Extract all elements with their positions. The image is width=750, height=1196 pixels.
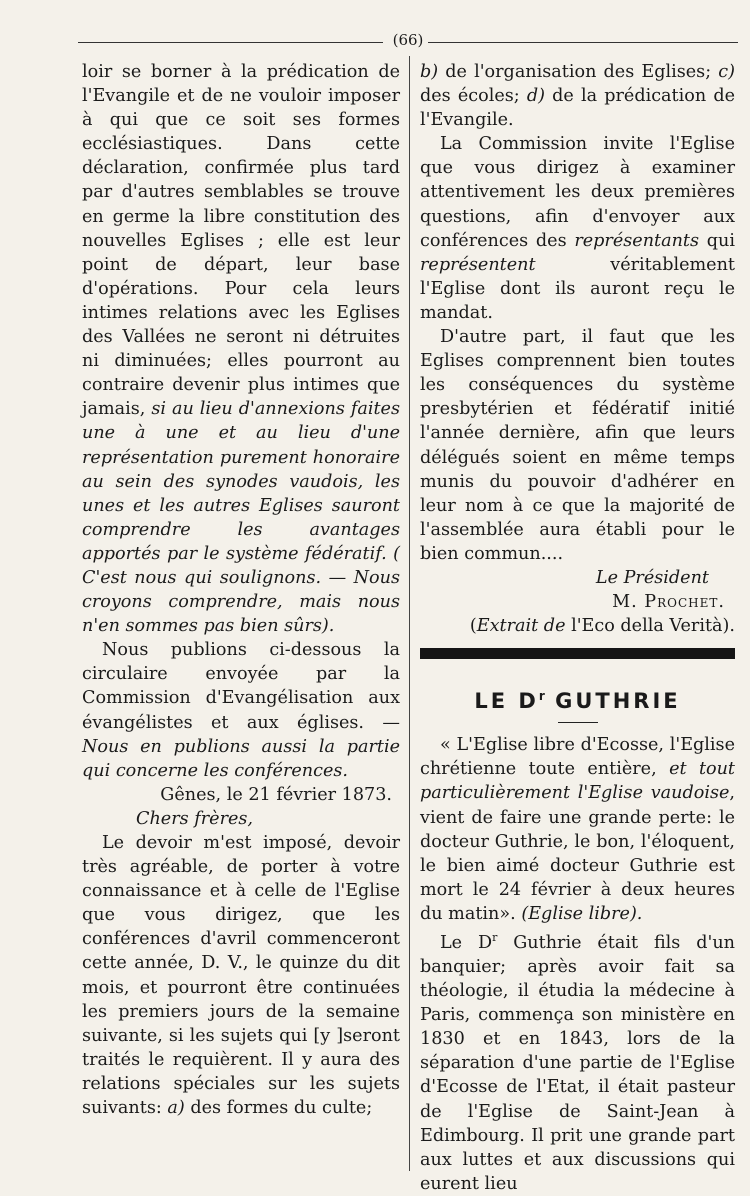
heading-prefix: LE D [474,689,539,714]
quote-italic-2: (Eglise libre). [521,903,643,924]
heading-name: GUTHRIE [544,689,681,714]
left-p3-text-2: des formes du culte; [184,1098,373,1119]
right-paragraph-5 [420,926,735,1196]
left-p2-italic: Nous en publions aussi la partie qui concerne les conférences. [82,736,400,781]
right-p1-text-3: de la prédication de l'Evangile. [420,86,735,131]
left-p1-italic: si au lieu d'annexions faites une à une et au lieu d'une représentation purement honoraire au sein des synodes vaudois, les unes et les autres Eglises sauront comprendre les avantages apportés par le système fédératif. ( C'est nous qui soulignons. — Nous croyons comprendre, mais nous n'en sommes pas bien sûrs). [82,399,400,637]
page-number: (66) [392,31,424,49]
quote-italic-1: et tout particulièrement l'Eglise vaudoise [420,759,736,804]
right-p1-italic-b: b) [420,62,439,82]
right-paragraph-3: D'autre part, il faut que les Eglises comprennent bien toutes les conséquences du système presbytérien et fédératif initié l'année dernière, afin que leurs délégués soient en même temps munis du pouvoir d'adhérer en leur nom à ce que la majorité de l'assemblée aura établi pour le bien commun.... [420,327,735,564]
left-paragraph-1 [82,60,400,638]
right-p1-text-2: des écoles; [420,86,527,107]
page-header [78,30,738,54]
left-p3-italic-a: a) [167,1098,185,1119]
header-rule-left [78,42,383,43]
p5-prefix: Le D [440,932,493,953]
right-p1-text-1: de l'organisation des Eglises; [438,62,719,82]
section-separator-bar [420,648,735,659]
left-p2-text: Nous publions ci-dessous la circulaire envoyée par la Commission d'Evangélisation aux évangélistes et aux églises. — [82,640,400,733]
right-paragraph-4 [420,733,735,926]
quote-text-2: , vient de faire une grande perte: le docteur Guthrie, le bon, l'éloquent, le bien aimé docteur Guthrie est mort le 24 février à deux heures du matin». [420,783,735,924]
left-paragraph-2 [82,638,400,783]
left-p1-text: loir se borner à la prédication de l'Evangile et de ne vouloir imposer à qui que ce soit ses formes ecclésiastiques. Dans cette déclaration, confirmée plus tard par d'autres semblables se trouve en germe la libre constitution des nouvelles Eglises ; elle est leur point de départ, leur base d'opérations. Pour cela leurs intimes relations avec les Eglises des Vallées ne seront ni détruites ni diminuées; elles pourront au contraire devenir plus intimes que jamais, [82,62,400,420]
citation-close: ). [722,616,735,637]
right-p2-italic-2: représentent [420,254,536,275]
article-heading [420,683,735,714]
source-citation [420,614,735,638]
p5-sup: r [492,931,498,944]
letter-dateline: Gênes, le 21 février 1873. [160,784,392,805]
citation-source: l'Eco della Verità [565,616,723,637]
heading-sup: r [538,689,545,704]
quote-text-1: « L'Eglise libre d'Ecosse, l'Eglise chrétienne toute entière, [420,735,735,780]
left-p3-text-1: Le devoir m'est imposé, devoir très agréable, de porter à votre connaissance et à celle de l'Eglise que vous dirigez, que les conférences d'avril commenceront cette année, D. V., le quinze du dit mois, et pourront être continuées les premiers jours de la semaine suivante, si les sujets qui [y ]seront traités le requièrent. Il y aura des relations spéciales sur les sujets suivants: [82,833,400,1119]
right-p2-text-2: qui [699,230,735,251]
right-p2-text-1: La Commission invite l'Eglise que vous dirigez à examiner attentivement les deux premières questions, afin d'envoyer aux conférences des [420,134,735,251]
citation-open: ( [469,616,477,637]
right-paragraph-2 [420,132,735,325]
signature-name: M. Prochet. [612,592,725,613]
right-p2-italic-1: représentants [574,230,700,251]
right-paragraph-1 [420,60,735,132]
header-rule-right [428,42,738,43]
left-column [82,60,400,1120]
left-paragraph-3 [82,831,400,1120]
citation-italic: Extrait de [476,616,566,637]
signature-title: Le Président [595,567,709,588]
right-p2-text-3: véritablement l'Eglise dont ils auront reçu le mandat. [420,254,735,323]
letter-salutation: Chers frères, [136,808,254,829]
heading-underline [558,722,598,723]
right-column [420,60,735,1196]
column-divider [409,56,410,1171]
right-p1-italic-d: d) [526,86,545,107]
right-p1-italic-c: c) [718,62,735,82]
p5-text: Guthrie était fils d'un banquier; après avoir fait sa théologie, il étudia la médecine à Paris, commença son ministère en 1830 et en 1843, lors de la séparation d'une partie de l'Eglise d'Ecosse de l'Etat, il était pasteur de l'Eglise de Saint-Jean à Edimbourg. Il prit une grande part aux luttes et aux discussions qui eurent lieu [420,932,735,1194]
